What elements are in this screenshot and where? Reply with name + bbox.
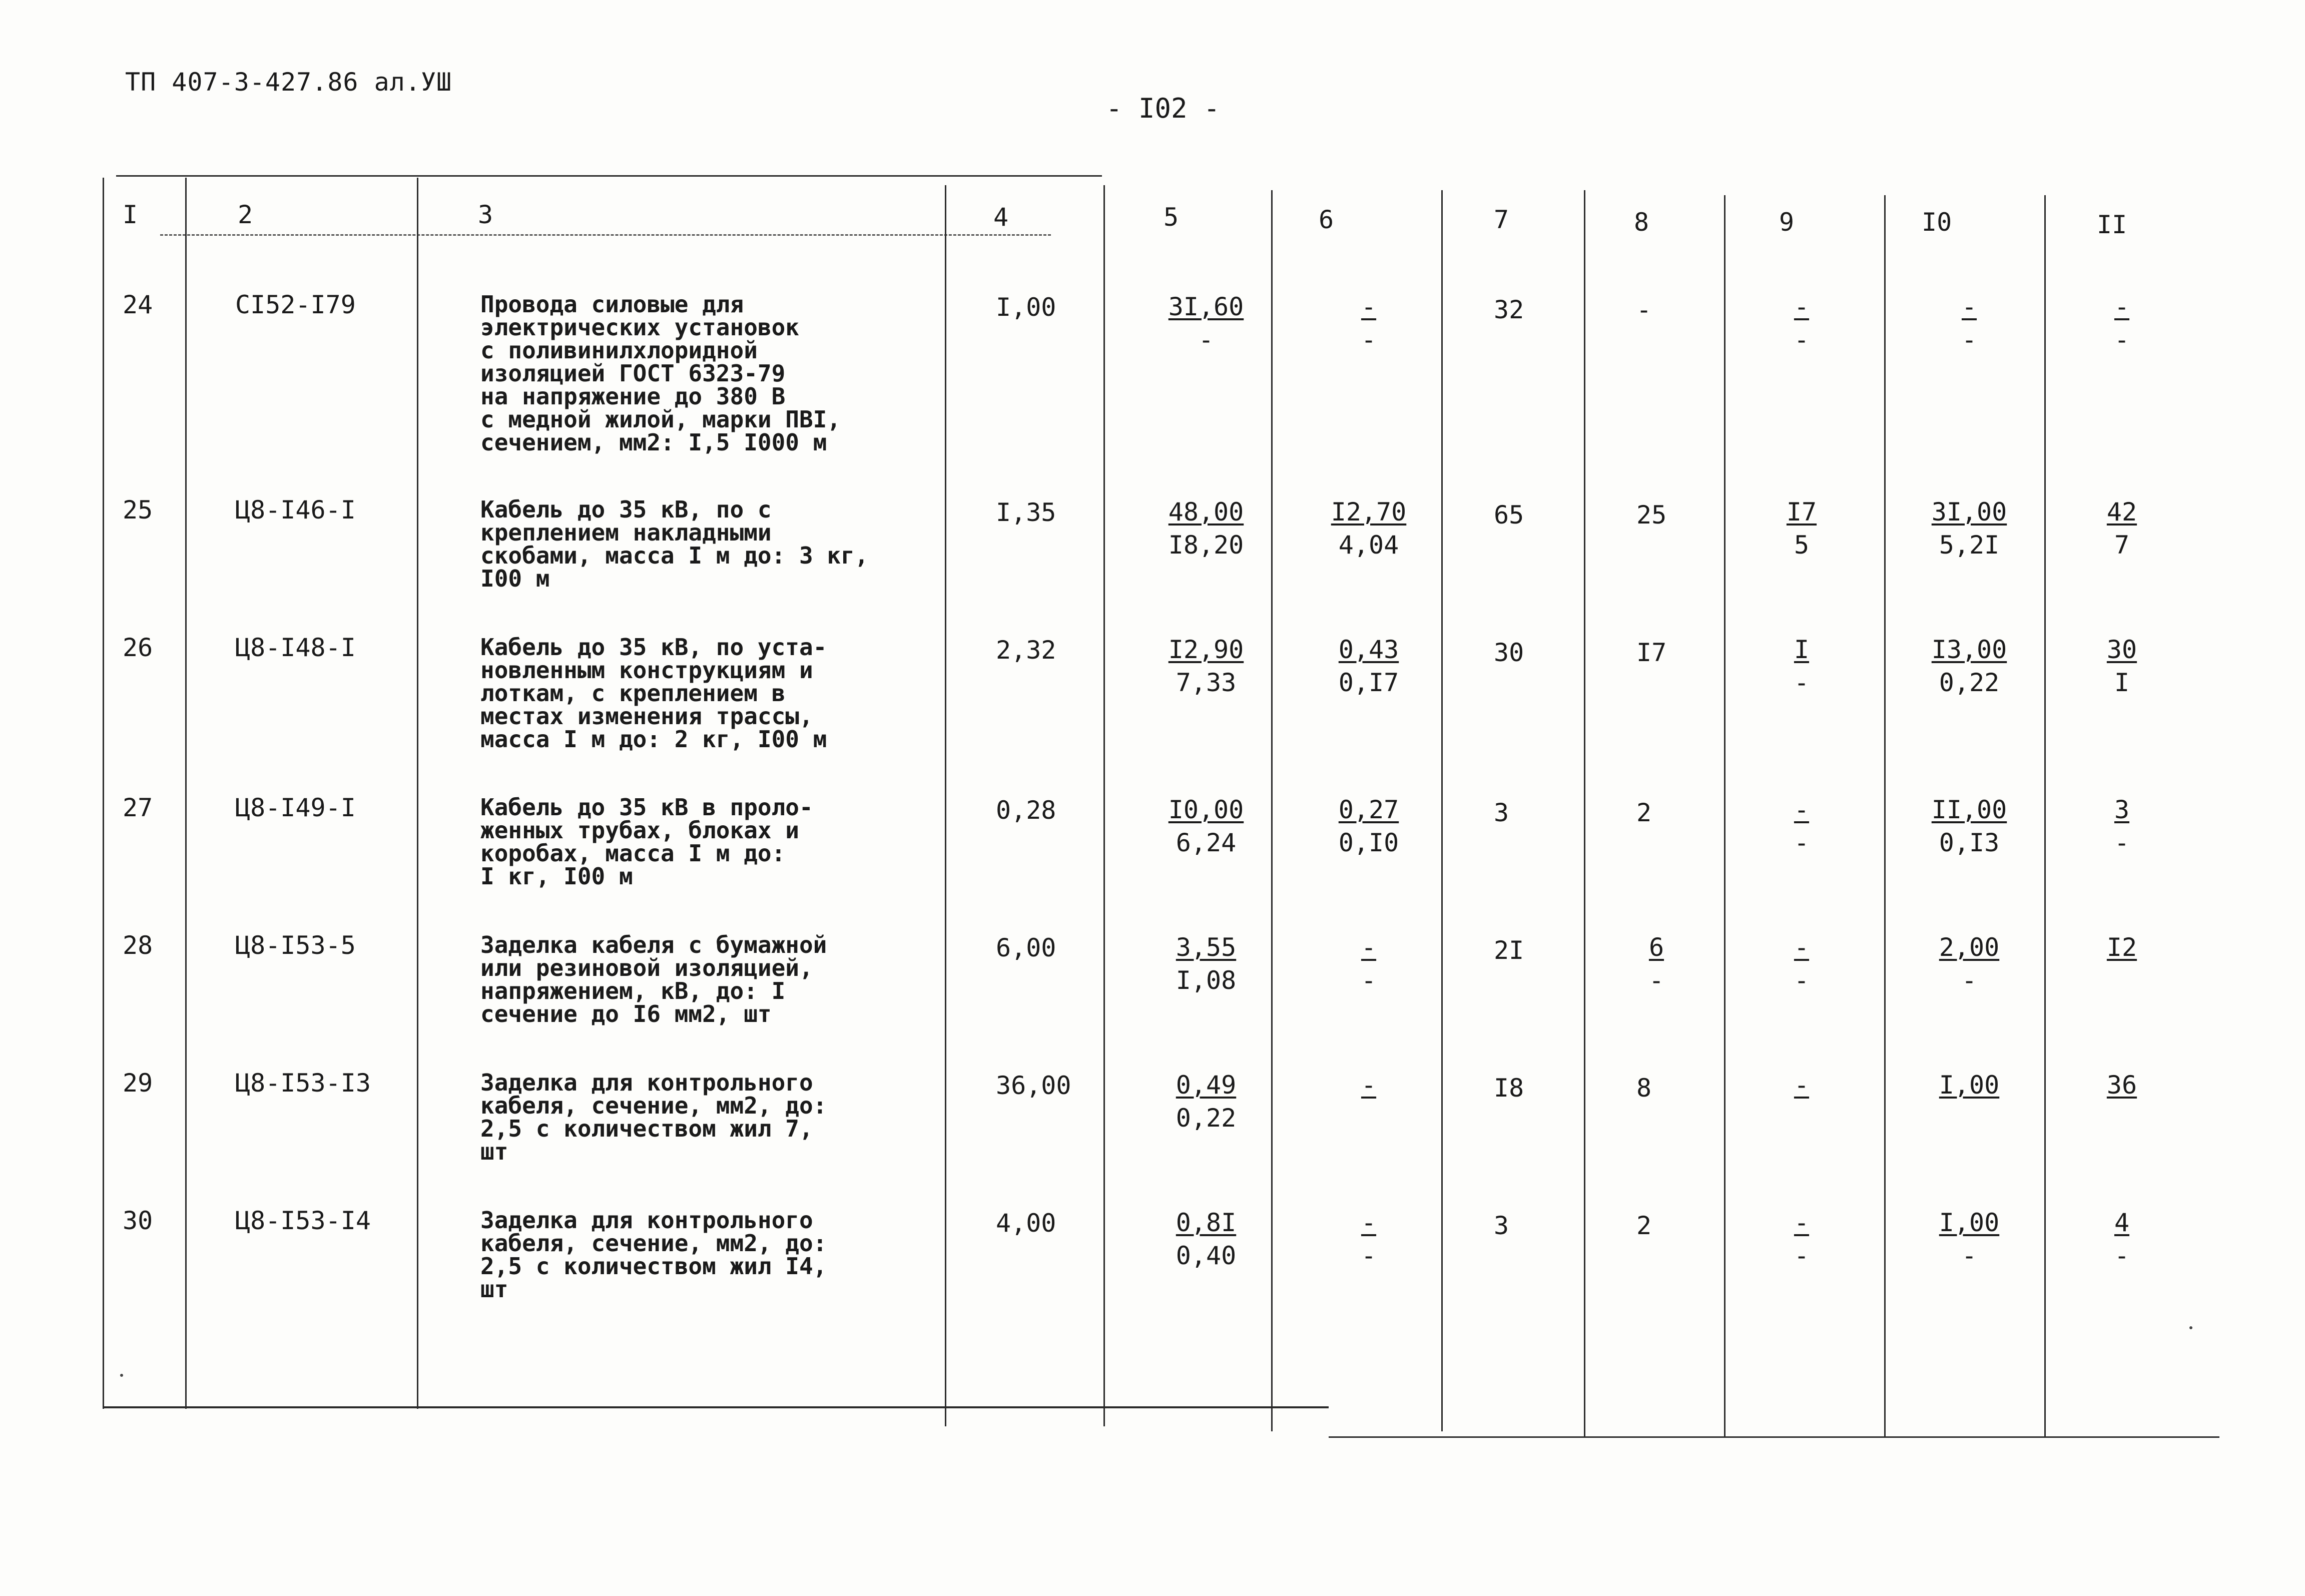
col-11-value [2097, 495, 2147, 562]
col-10-value [1927, 1069, 2012, 1102]
col-6-value-numerator: I2,70 [1331, 497, 1407, 526]
col-6-value [1326, 290, 1411, 356]
col-9-value-numerator: - [1794, 1071, 1810, 1100]
col-9-value-numerator: - [1794, 292, 1810, 321]
col-5-value-numerator: 0,8I [1176, 1208, 1237, 1237]
col-8-value: 2 [1636, 798, 1652, 827]
col-5-value [1164, 1206, 1249, 1272]
col-11-value-denominator: - [2114, 1241, 2130, 1270]
col-11-value [2097, 1069, 2147, 1102]
price-code: Ц8-I53-5 [235, 931, 356, 960]
col-7-value: 3 [1494, 1211, 1509, 1240]
col-5-value [1164, 495, 1249, 562]
row-number: 24 [123, 290, 153, 319]
col-10-value [1927, 1206, 2012, 1272]
col-10-value-denominator: 0,I3 [1939, 828, 2000, 857]
col-10-value [1927, 495, 2012, 562]
col-11-value-denominator: 7 [2114, 530, 2130, 560]
col-8-value: 25 [1636, 500, 1667, 529]
col-6-value-numerator: - [1361, 933, 1377, 962]
work-description: Провода силовые для электрических установок с поливинилхлоридной изоляцией ГОСТ 6323-79 на напряжение до 380 В с медной жилой, марки ПВI, сечением, мм2: I,5 I000 м [480, 291, 841, 456]
col-5-value-numerator: 3I,60 [1168, 292, 1244, 321]
header-divider [160, 234, 1051, 236]
col-10-value [1927, 290, 2012, 356]
col-9-value-denominator: - [1794, 668, 1810, 697]
col-divider [103, 178, 104, 1409]
col-9-value-numerator: - [1794, 795, 1810, 824]
column-number-2: 2 [238, 200, 253, 229]
col-11-value-numerator: 4 [2114, 1208, 2130, 1237]
quantity: 36,00 [996, 1071, 1071, 1100]
col-10-value [1927, 793, 2012, 859]
col-5-value [1164, 633, 1249, 699]
page-number: - I02 - [1106, 93, 1220, 124]
price-code: Ц8-I49-I [235, 793, 356, 822]
col-divider [945, 185, 946, 1426]
col-9-value-denominator: 5 [1794, 530, 1810, 560]
col-8-value [1636, 931, 1676, 997]
row-number: 30 [123, 1206, 153, 1235]
col-10-value-denominator: - [1961, 966, 1977, 995]
col-11-value [2097, 1206, 2147, 1272]
col-11-value-numerator: 3 [2114, 795, 2130, 824]
price-code: Ц8-I46-I [235, 495, 356, 524]
col-5-value-numerator: 0,49 [1176, 1071, 1237, 1100]
col-5-value [1164, 931, 1249, 997]
col-5-value-numerator: I2,90 [1168, 635, 1244, 664]
work-description: Заделка для контрольного кабеля, сечение, мм2, до: 2,5 с количеством жил I4, шт [480, 1207, 827, 1303]
col-7-value: 2I [1494, 936, 1524, 965]
col-divider [1103, 185, 1105, 1426]
work-description: Заделка кабеля с бумажной или резиновой изоляцией, напряжением, кВ, до: I сечение до I6 мм2, шт [480, 931, 827, 1027]
col-7-value: 65 [1494, 500, 1524, 529]
row-number: 25 [123, 495, 153, 524]
quantity: I,00 [996, 293, 1056, 322]
col-5-value-denominator: 0,22 [1176, 1104, 1237, 1133]
col-divider [1584, 190, 1585, 1436]
work-description: Кабель до 35 кВ, по уста- новленным конструкциям и лоткам, с креплением в местах изменения трассы, масса I м до: 2 кг, I00 м [480, 634, 827, 753]
col-11-value [2097, 793, 2147, 859]
col-6-value-denominator: - [1361, 966, 1377, 995]
col-8-value: 2 [1636, 1211, 1652, 1240]
col-6-value-numerator: - [1361, 292, 1377, 321]
col-6-value-denominator: 4,04 [1338, 530, 1399, 560]
col-6-value [1326, 1069, 1411, 1102]
work-description: Кабель до 35 кВ в проло- женных трубах, блоках и коробах, масса I м до: I кг, I00 м [480, 794, 813, 890]
column-number-8: 8 [1634, 208, 1649, 237]
col-10-value-numerator: 2,00 [1939, 933, 2000, 962]
row-number: 26 [123, 633, 153, 662]
col-8-value: I7 [1636, 638, 1667, 667]
col-divider [1271, 190, 1273, 1431]
col-5-value-denominator: 0,40 [1176, 1241, 1237, 1270]
col-7-value: 32 [1494, 295, 1524, 324]
col-5-value-denominator: 7,33 [1176, 668, 1237, 697]
quantity: 4,00 [996, 1209, 1056, 1238]
col-11-value [2097, 633, 2147, 699]
col-10-value [1927, 931, 2012, 997]
col-9-value [1782, 290, 1822, 356]
col-10-value-denominator: 0,22 [1939, 668, 2000, 697]
column-number-9: 9 [1779, 208, 1795, 237]
column-number-4: 4 [993, 203, 1009, 232]
work-description: Заделка для контрольного кабеля, сечение, мм2, до: 2,5 с количеством жил 7, шт [480, 1069, 827, 1165]
quantity: 6,00 [996, 933, 1056, 962]
row-number: 29 [123, 1069, 153, 1098]
col-9-value [1782, 1206, 1822, 1272]
scan-speck [120, 1374, 123, 1377]
col-5-value [1164, 1069, 1249, 1135]
col-8-value: - [1636, 295, 1652, 324]
col-5-value-denominator: I8,20 [1168, 530, 1244, 560]
scan-speck [2189, 1326, 2192, 1329]
col-9-value [1782, 931, 1822, 997]
table-bottom-border-right [1329, 1436, 2219, 1438]
col-5-value [1164, 793, 1249, 859]
price-code: Ц8-I53-I3 [235, 1069, 371, 1098]
col-9-value [1782, 495, 1822, 562]
col-6-value-denominator: - [1361, 1241, 1377, 1270]
column-number-1: I [123, 200, 138, 229]
col-6-value [1326, 495, 1411, 562]
row-number: 27 [123, 793, 153, 822]
column-number-10: I0 [1922, 208, 1952, 237]
col-divider [1884, 195, 1886, 1436]
col-9-value [1782, 793, 1822, 859]
col-6-value-denominator: 0,I7 [1338, 668, 1399, 697]
col-5-value-numerator: I0,00 [1168, 795, 1244, 824]
row-number: 28 [123, 931, 153, 960]
col-11-value-numerator: 36 [2106, 1071, 2137, 1100]
col-6-value [1326, 793, 1411, 859]
col-11-value-numerator: I2 [2106, 933, 2137, 962]
col-6-value-numerator: 0,43 [1338, 635, 1399, 664]
col-6-value [1326, 1206, 1411, 1272]
col-divider [1724, 195, 1725, 1436]
work-description: Кабель до 35 кВ, по с креплением накладными скобами, масса I м до: 3 кг, I00 м [480, 496, 869, 592]
col-10-value-numerator: 3I,00 [1931, 497, 2007, 526]
column-number-5: 5 [1164, 203, 1179, 232]
col-10-value-numerator: II,00 [1931, 795, 2007, 824]
col-5-value-numerator: 3,55 [1176, 933, 1237, 962]
col-9-value-denominator: - [1794, 966, 1810, 995]
col-9-value [1782, 1069, 1822, 1102]
col-6-value-numerator: 0,27 [1338, 795, 1399, 824]
column-number-7: 7 [1494, 205, 1509, 234]
price-code: Ц8-I53-I4 [235, 1206, 371, 1235]
quantity: 0,28 [996, 796, 1056, 825]
col-10-value-numerator: I,00 [1939, 1208, 2000, 1237]
col-8-value-denominator: - [1648, 966, 1664, 995]
col-9-value-denominator: - [1794, 1241, 1810, 1270]
col-11-value-denominator: I [2114, 668, 2130, 697]
col-11-value-numerator: - [2114, 292, 2130, 321]
col-9-value-numerator: - [1794, 1208, 1810, 1237]
col-10-value-numerator: I,00 [1939, 1071, 2000, 1100]
col-7-value: I8 [1494, 1074, 1524, 1103]
col-9-value-numerator: I7 [1786, 497, 1817, 526]
col-6-value-numerator: - [1361, 1208, 1377, 1237]
quantity: 2,32 [996, 636, 1056, 665]
column-number-3: 3 [478, 200, 493, 229]
col-7-value: 3 [1494, 798, 1509, 827]
col-10-value-denominator: 5,2I [1939, 530, 2000, 560]
col-5-value-denominator: 6,24 [1176, 828, 1237, 857]
col-divider [417, 178, 418, 1409]
col-6-value-denominator: - [1361, 325, 1377, 354]
col-11-value-denominator: - [2114, 325, 2130, 354]
quantity: I,35 [996, 498, 1056, 527]
col-11-value-numerator: 30 [2106, 635, 2137, 664]
col-6-value-denominator: 0,I0 [1338, 828, 1399, 857]
col-5-value-denominator: I,08 [1176, 966, 1237, 995]
col-11-value [2097, 290, 2147, 356]
column-number-11: II [2097, 210, 2127, 239]
price-code: Ц8-I48-I [235, 633, 356, 662]
col-divider [1441, 190, 1443, 1431]
col-9-value-denominator: - [1794, 828, 1810, 857]
col-6-value [1326, 633, 1411, 699]
col-9-value-numerator: I [1794, 635, 1810, 664]
col-10-value-denominator: - [1961, 325, 1977, 354]
col-9-value-numerator: - [1794, 933, 1810, 962]
col-11-value-numerator: 42 [2106, 497, 2137, 526]
col-divider [2044, 195, 2046, 1436]
col-5-value-numerator: 48,00 [1168, 497, 1244, 526]
col-8-value: 8 [1636, 1074, 1652, 1103]
col-divider [185, 178, 187, 1409]
col-10-value [1927, 633, 2012, 699]
col-8-value-numerator: 6 [1648, 933, 1664, 962]
col-9-value-denominator: - [1794, 325, 1810, 354]
table-bottom-border [103, 1406, 1329, 1408]
col-10-value-numerator: - [1961, 292, 1977, 321]
col-11-value-denominator: - [2114, 828, 2130, 857]
document-code: ТП 407-3-427.86 ал.УШ [125, 68, 452, 97]
col-6-value [1326, 931, 1411, 997]
col-5-value-denominator: - [1198, 325, 1214, 354]
col-10-value-denominator: - [1961, 1241, 1977, 1270]
col-6-value-numerator: - [1361, 1071, 1377, 1100]
table-top-border [116, 175, 1102, 177]
col-11-value [2097, 931, 2147, 964]
col-9-value [1782, 633, 1822, 699]
col-7-value: 30 [1494, 638, 1524, 667]
column-number-6: 6 [1319, 205, 1334, 234]
col-5-value [1164, 290, 1249, 356]
price-code: СI52-I79 [235, 290, 356, 319]
col-10-value-numerator: I3,00 [1931, 635, 2007, 664]
